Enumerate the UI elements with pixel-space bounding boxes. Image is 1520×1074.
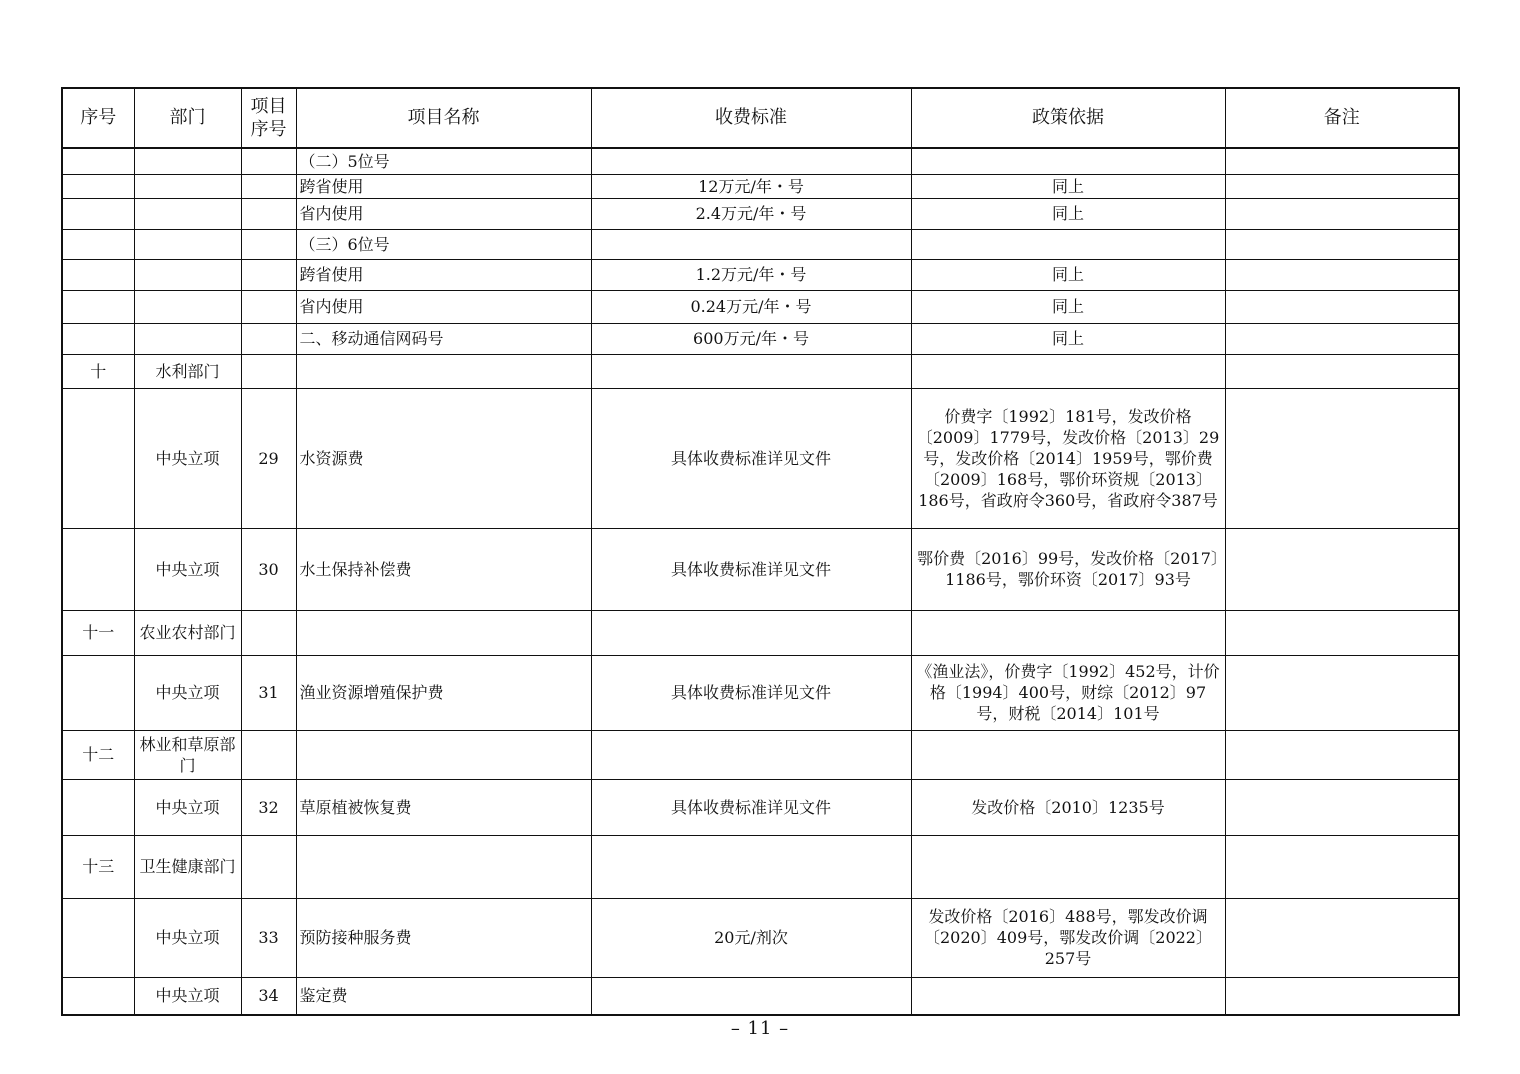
row-fee-standard: 具体收费标准详见文件 (591, 655, 911, 730)
row-policy-basis: 《渔业法》，价费字〔1992〕452号，计价格〔1994〕400号，财综〔2012〕97号，财税〔2014〕101号 (911, 655, 1225, 730)
table-row (62, 528, 1459, 610)
row-remarks (1225, 977, 1459, 1015)
row-remarks (1225, 835, 1459, 898)
row-seq (62, 323, 134, 354)
row-item-name: 预防接种服务费 (296, 898, 591, 977)
row-item-name: 跨省使用 (296, 259, 591, 290)
row-seq (62, 290, 134, 323)
header-item-name: 项目名称 (296, 88, 591, 148)
row-dept: 水利部门 (134, 354, 241, 388)
row-fee-standard: 具体收费标准详见文件 (591, 388, 911, 528)
row-item-no: 33 (241, 898, 296, 977)
row-policy-basis: 鄂价费〔2016〕99号，发改价格〔2017〕1186号，鄂价环资〔2017〕93号 (911, 528, 1225, 610)
row-fee-standard: 2.4万元/年・号 (591, 198, 911, 229)
row-dept: 卫生健康部门 (134, 835, 241, 898)
row-fee-standard (591, 730, 911, 779)
row-item-name: 渔业资源增殖保护费 (296, 655, 591, 730)
row-item-name (296, 610, 591, 655)
row-remarks (1225, 290, 1459, 323)
header-dept: 部门 (134, 88, 241, 148)
row-item-name: 水土保持补偿费 (296, 528, 591, 610)
row-policy-basis: 同上 (911, 174, 1225, 198)
row-remarks (1225, 259, 1459, 290)
row-remarks (1225, 323, 1459, 354)
row-fee-standard (591, 835, 911, 898)
table-row (62, 229, 1459, 259)
row-seq (62, 198, 134, 229)
header-item-no: 项目 序号 (241, 88, 296, 148)
row-seq (62, 259, 134, 290)
row-remarks (1225, 198, 1459, 229)
row-item-no (241, 174, 296, 198)
row-dept: 中央立项 (134, 388, 241, 528)
row-fee-standard: 具体收费标准详见文件 (591, 779, 911, 835)
row-item-name: 跨省使用 (296, 174, 591, 198)
row-item-name (296, 730, 591, 779)
row-item-name: （二）5位号 (296, 148, 591, 174)
row-policy-basis: 发改价格〔2010〕1235号 (911, 779, 1225, 835)
row-item-name: 草原植被恢复费 (296, 779, 591, 835)
row-item-no (241, 229, 296, 259)
table-row (62, 148, 1459, 174)
row-dept: 中央立项 (134, 528, 241, 610)
table-row (62, 835, 1459, 898)
row-dept (134, 148, 241, 174)
row-policy-basis: 价费字〔1992〕181号，发改价格〔2009〕1779号，发改价格〔2013〕29号，发改价格〔2014〕1959号，鄂价费〔2009〕168号，鄂价环资规〔2013〕186号，省政府令360号，省政府令387号 (911, 388, 1225, 528)
row-policy-basis (911, 730, 1225, 779)
row-seq (62, 655, 134, 730)
row-remarks (1225, 388, 1459, 528)
row-item-no (241, 610, 296, 655)
table-row (62, 198, 1459, 229)
row-seq (62, 229, 134, 259)
row-policy-basis: 同上 (911, 259, 1225, 290)
row-dept: 林业和草原部门 (134, 730, 241, 779)
table-row (62, 610, 1459, 655)
row-remarks (1225, 148, 1459, 174)
row-dept: 中央立项 (134, 977, 241, 1015)
row-seq: 十一 (62, 610, 134, 655)
fee-table (61, 87, 1460, 1016)
row-dept: 农业农村部门 (134, 610, 241, 655)
row-dept (134, 259, 241, 290)
row-policy-basis: 发改价格〔2016〕488号，鄂发改价调〔2020〕409号，鄂发改价调〔2022〕257号 (911, 898, 1225, 977)
table-row (62, 323, 1459, 354)
row-item-no (241, 354, 296, 388)
row-fee-standard: 1.2万元/年・号 (591, 259, 911, 290)
row-policy-basis: 同上 (911, 290, 1225, 323)
row-policy-basis (911, 354, 1225, 388)
row-item-no: 34 (241, 977, 296, 1015)
table-row (62, 174, 1459, 198)
row-fee-standard (591, 229, 911, 259)
row-item-name: 省内使用 (296, 290, 591, 323)
row-policy-basis: 同上 (911, 323, 1225, 354)
row-seq: 十 (62, 354, 134, 388)
row-item-no: 29 (241, 388, 296, 528)
row-item-no (241, 323, 296, 354)
header-remarks: 备注 (1225, 88, 1459, 148)
row-fee-standard: 0.24万元/年・号 (591, 290, 911, 323)
row-seq (62, 977, 134, 1015)
header-seq: 序号 (62, 88, 134, 148)
row-fee-standard: 600万元/年・号 (591, 323, 911, 354)
page-number: – 11 – (730, 1018, 790, 1039)
table-row (62, 655, 1459, 730)
table-row (62, 259, 1459, 290)
row-seq (62, 898, 134, 977)
row-seq (62, 174, 134, 198)
row-seq: 十二 (62, 730, 134, 779)
row-fee-standard (591, 977, 911, 1015)
row-item-name (296, 835, 591, 898)
row-policy-basis (911, 229, 1225, 259)
row-fee-standard: 12万元/年・号 (591, 174, 911, 198)
header-policy-basis: 政策依据 (911, 88, 1225, 148)
row-policy-basis (911, 148, 1225, 174)
row-dept (134, 198, 241, 229)
row-remarks (1225, 655, 1459, 730)
row-remarks (1225, 174, 1459, 198)
row-remarks (1225, 779, 1459, 835)
row-fee-standard (591, 148, 911, 174)
header-fee-standard: 收费标准 (591, 88, 911, 148)
row-item-no (241, 730, 296, 779)
row-item-no (241, 198, 296, 229)
row-item-no: 30 (241, 528, 296, 610)
table-row (62, 779, 1459, 835)
row-seq (62, 148, 134, 174)
row-remarks (1225, 730, 1459, 779)
row-fee-standard: 具体收费标准详见文件 (591, 528, 911, 610)
table-row (62, 290, 1459, 323)
row-dept: 中央立项 (134, 898, 241, 977)
row-item-name: （三）6位号 (296, 229, 591, 259)
row-policy-basis: 同上 (911, 198, 1225, 229)
row-fee-standard: 20元/剂次 (591, 898, 911, 977)
row-item-no (241, 259, 296, 290)
row-dept: 中央立项 (134, 655, 241, 730)
row-seq (62, 779, 134, 835)
row-remarks (1225, 898, 1459, 977)
table-row (62, 388, 1459, 528)
row-remarks (1225, 229, 1459, 259)
row-item-name: 水资源费 (296, 388, 591, 528)
row-policy-basis (911, 610, 1225, 655)
row-seq: 十三 (62, 835, 134, 898)
row-dept (134, 174, 241, 198)
row-seq (62, 528, 134, 610)
header-row (62, 88, 1459, 148)
row-dept: 中央立项 (134, 779, 241, 835)
row-item-no (241, 148, 296, 174)
row-dept (134, 290, 241, 323)
table-row (62, 730, 1459, 779)
row-item-name: 省内使用 (296, 198, 591, 229)
row-item-no: 32 (241, 779, 296, 835)
row-policy-basis (911, 977, 1225, 1015)
row-fee-standard (591, 354, 911, 388)
row-remarks (1225, 528, 1459, 610)
row-item-name: 鉴定费 (296, 977, 591, 1015)
row-item-name (296, 354, 591, 388)
row-seq (62, 388, 134, 528)
table-row (62, 977, 1459, 1015)
row-dept (134, 229, 241, 259)
row-dept (134, 323, 241, 354)
row-item-no: 31 (241, 655, 296, 730)
table-row (62, 898, 1459, 977)
row-item-name: 二、移动通信网码号 (296, 323, 591, 354)
table-row (62, 354, 1459, 388)
row-policy-basis (911, 835, 1225, 898)
row-item-no (241, 290, 296, 323)
row-item-no (241, 835, 296, 898)
row-fee-standard (591, 610, 911, 655)
row-remarks (1225, 610, 1459, 655)
row-remarks (1225, 354, 1459, 388)
